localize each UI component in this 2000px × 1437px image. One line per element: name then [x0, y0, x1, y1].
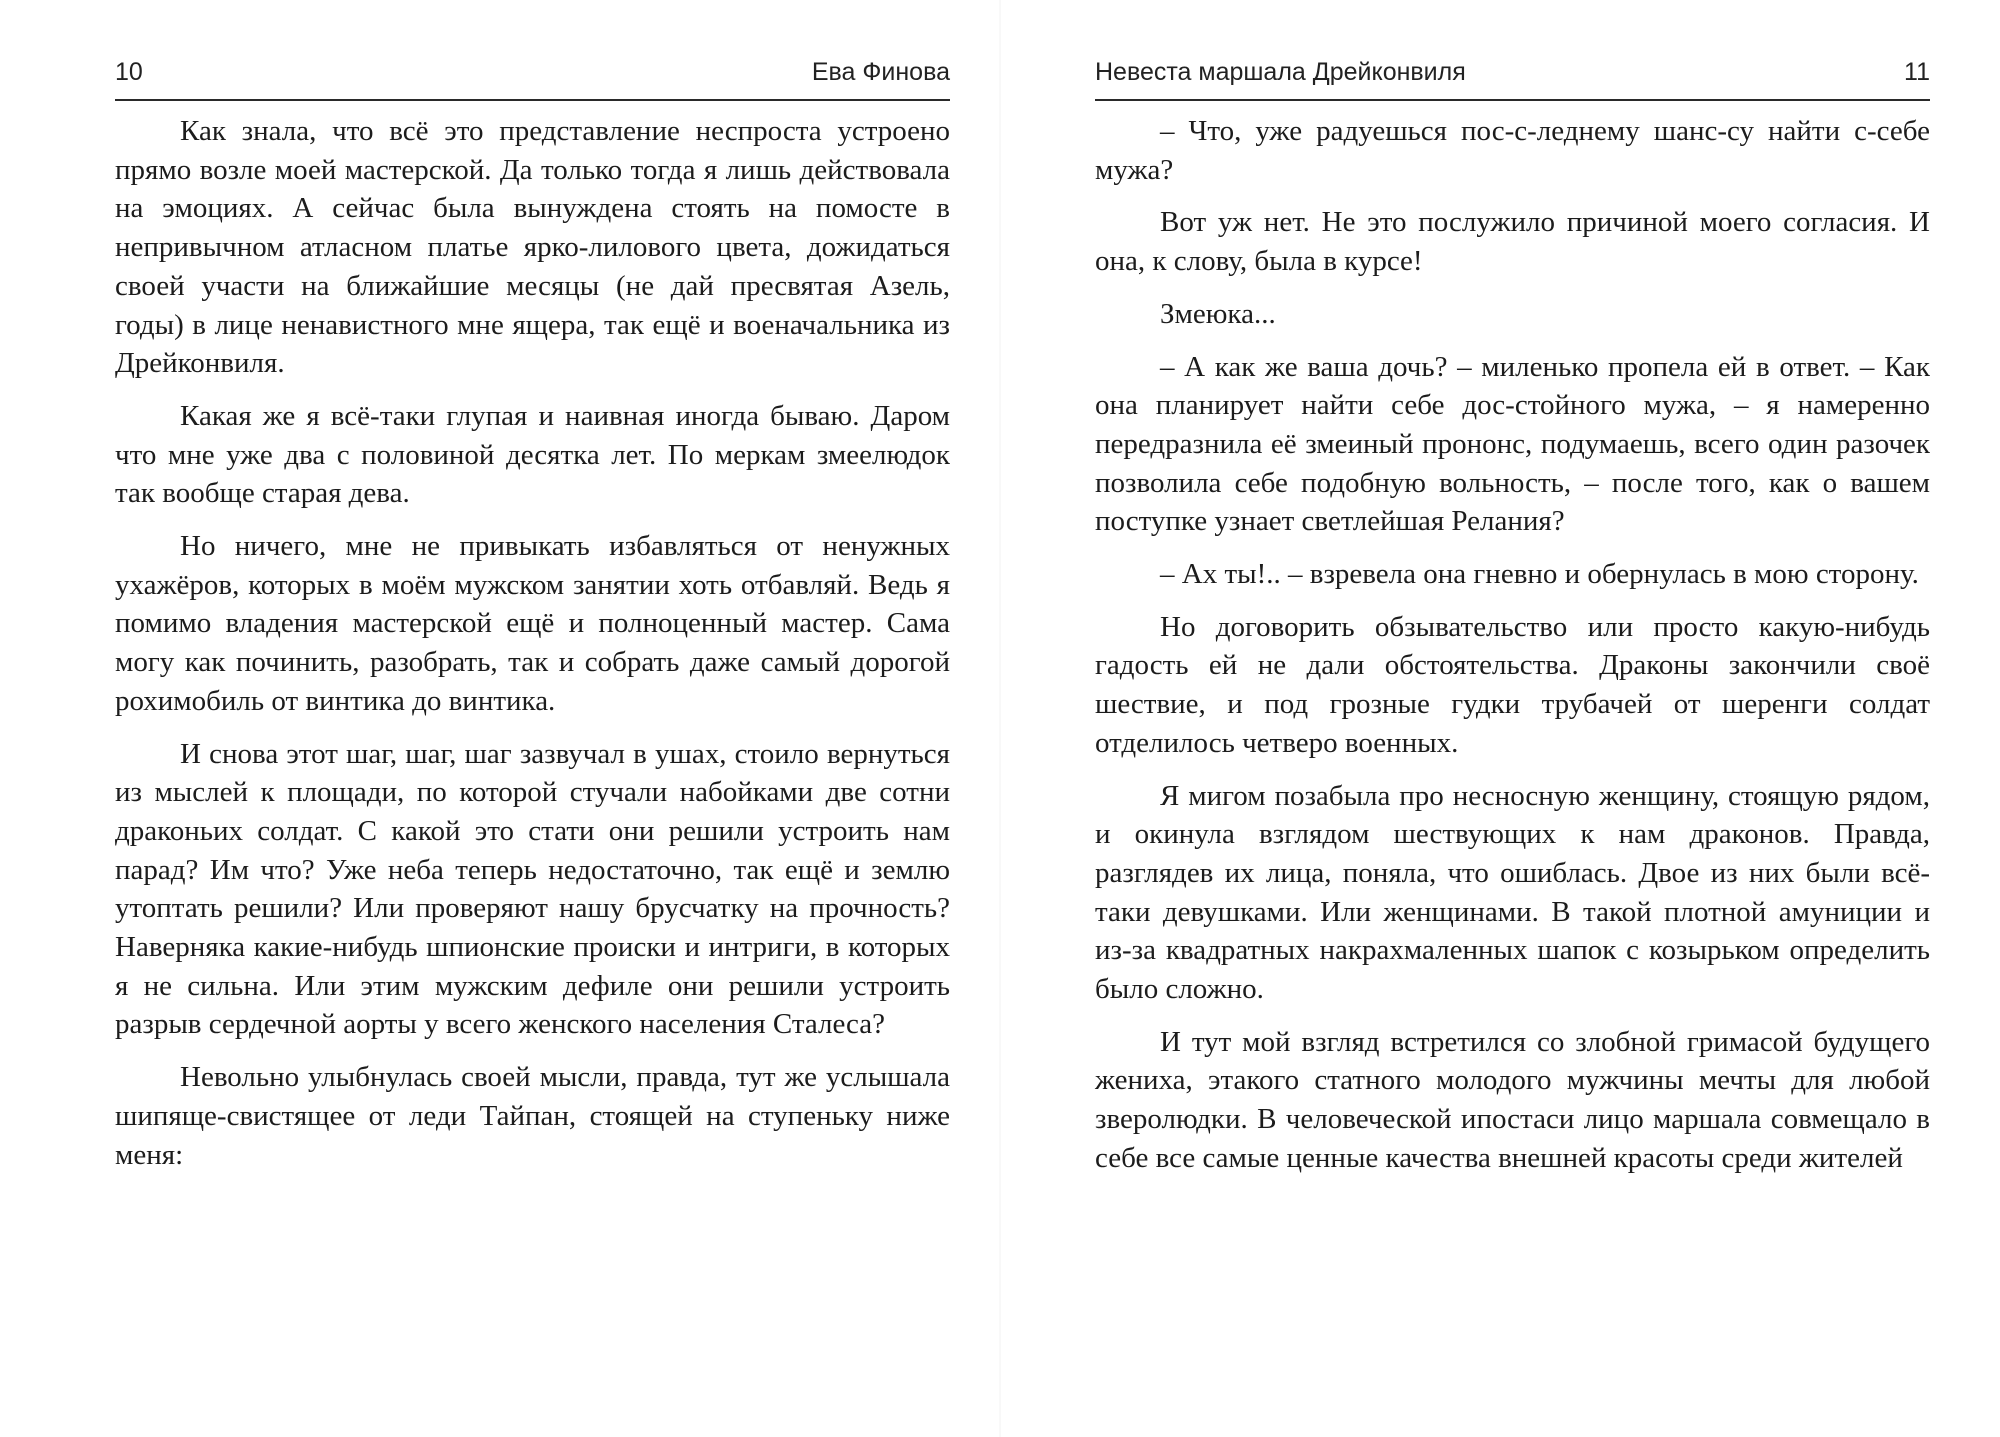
left-page-number: 10	[115, 58, 143, 86]
right-paragraph-3: Змеюка...	[1160, 297, 1276, 330]
left-paragraph-5: Невольно улыбнулась своей мысли, правда, тут же услышала шипяще-свистящее от леди Тайпан, стоящей на ступеньку ниже меня:	[115, 1061, 950, 1171]
left-running-title: Ева Финова	[811, 58, 950, 86]
right-running-head	[1095, 58, 1930, 98]
right-paragraph-1: – Что, уже радуешься пос-с-леднему шанс-су найти с-себе мужа?	[1095, 115, 1930, 186]
right-paragraph-4: – А как же ваша дочь? – миленько пропела ей в ответ. – Как она планирует найти себе дос-стойного мужа, – я намеренно передразнила её змеиный прононс, подумаешь, всего один разочек позволила себе подобную вольность, – после того, как о вашем поступке узнает светлейшая Релания?	[1095, 350, 1930, 538]
left-paragraph-2: Какая же я всё-таки глупая и наивная иногда бываю. Даром что мне уже два с половиной десятка лет. По меркам змеелюдок так вообще старая дева.	[115, 399, 950, 510]
left-paragraph-4: И снова этот шаг, шаг, шаг зазвучал в ушах, стоило вернуться из мыслей к площади, по которой стучали набойками две сотни драконьих солдат. С какой это стати они решили устроить нам парад? Им что? Уже неба теперь недостаточно, так ещё и землю утоптать решили? Или проверяют нашу брусчатку на прочность? Наверняка какие-нибудь шпионские происки и интриги, в которых я не сильна. Или этим мужским дефиле они решили устроить разрыв сердечной аорты у всего женского населения Сталеса?	[115, 737, 950, 1041]
right-paragraph-7: Я мигом позабыла про несносную женщину, стоящую рядом, и окинула взглядом шествующих к нам драконов. Правда, разглядев их лица, поняла, что ошиблась. Двое из них были всё-таки девушками. Или женщинами. В такой плотной амуниции и из-за квадратных накрахмаленных шапок с козырьком определить было сложно.	[1095, 779, 1930, 1006]
left-page	[115, 0, 950, 1437]
right-paragraph-2: Вот уж нет. Не это послужило причиной моего согласия. И она, к слову, была в курсе!	[1095, 206, 1930, 278]
left-running-head	[115, 58, 950, 98]
right-header-rule	[1095, 99, 1930, 101]
right-paragraph-8: И тут мой взгляд встретился со злобной гримасой будущего жениха, этакого статного молодого мужчины мечты для любой зверолюдки. В человеческой ипостаси лицо маршала совмещало в себе все самые ценные качества внешней красоты среди жителей	[1095, 1025, 1930, 1174]
left-header-rule	[115, 99, 950, 101]
right-paragraph-6: Но договорить обзывательство или просто какую-нибудь гадость ей не дали обстоятельства. Драконы закончили своё шествие, и под грозные гудки трубачей от шеренги солдат отделилось четверо военных.	[1095, 610, 1930, 759]
left-body-text	[115, 112, 950, 1188]
left-paragraph-1: Как знала, что всё это представление неспроста устроено прямо возле моей мастерской. Да только тогда я лишь действовала на эмоциях. А сейчас была вынуждена стоять на помосте в непривычном атласном платье ярко-лилового цвета, дожидаться своей участи на ближайшие месяцы (не дай пресвятая Азель, годы) в лице ненавистного мне ящера, так ещё и военачальника из Дрейконвиля.	[115, 115, 950, 380]
right-page-number: 11	[1904, 58, 1930, 86]
right-body-text	[1095, 112, 1930, 1192]
left-paragraph-3: Но ничего, мне не привыкать избавляться от ненужных ухажёров, которых в моём мужском занятии хоть отбавляй. Ведь я помимо владения мастерской ещё и полноценный мастер. Сама могу как починить, разобрать, так и собрать даже самый дорогой рохимобиль от винтика до винтика.	[115, 530, 950, 717]
book-spine	[999, 0, 1001, 1437]
right-running-title: Невеста маршала Дрейконвиля	[1095, 58, 1466, 86]
right-paragraph-5: – Ах ты!.. – взревела она гневно и обернулась в мою сторону.	[1160, 558, 1919, 591]
right-page	[1095, 0, 1930, 1437]
